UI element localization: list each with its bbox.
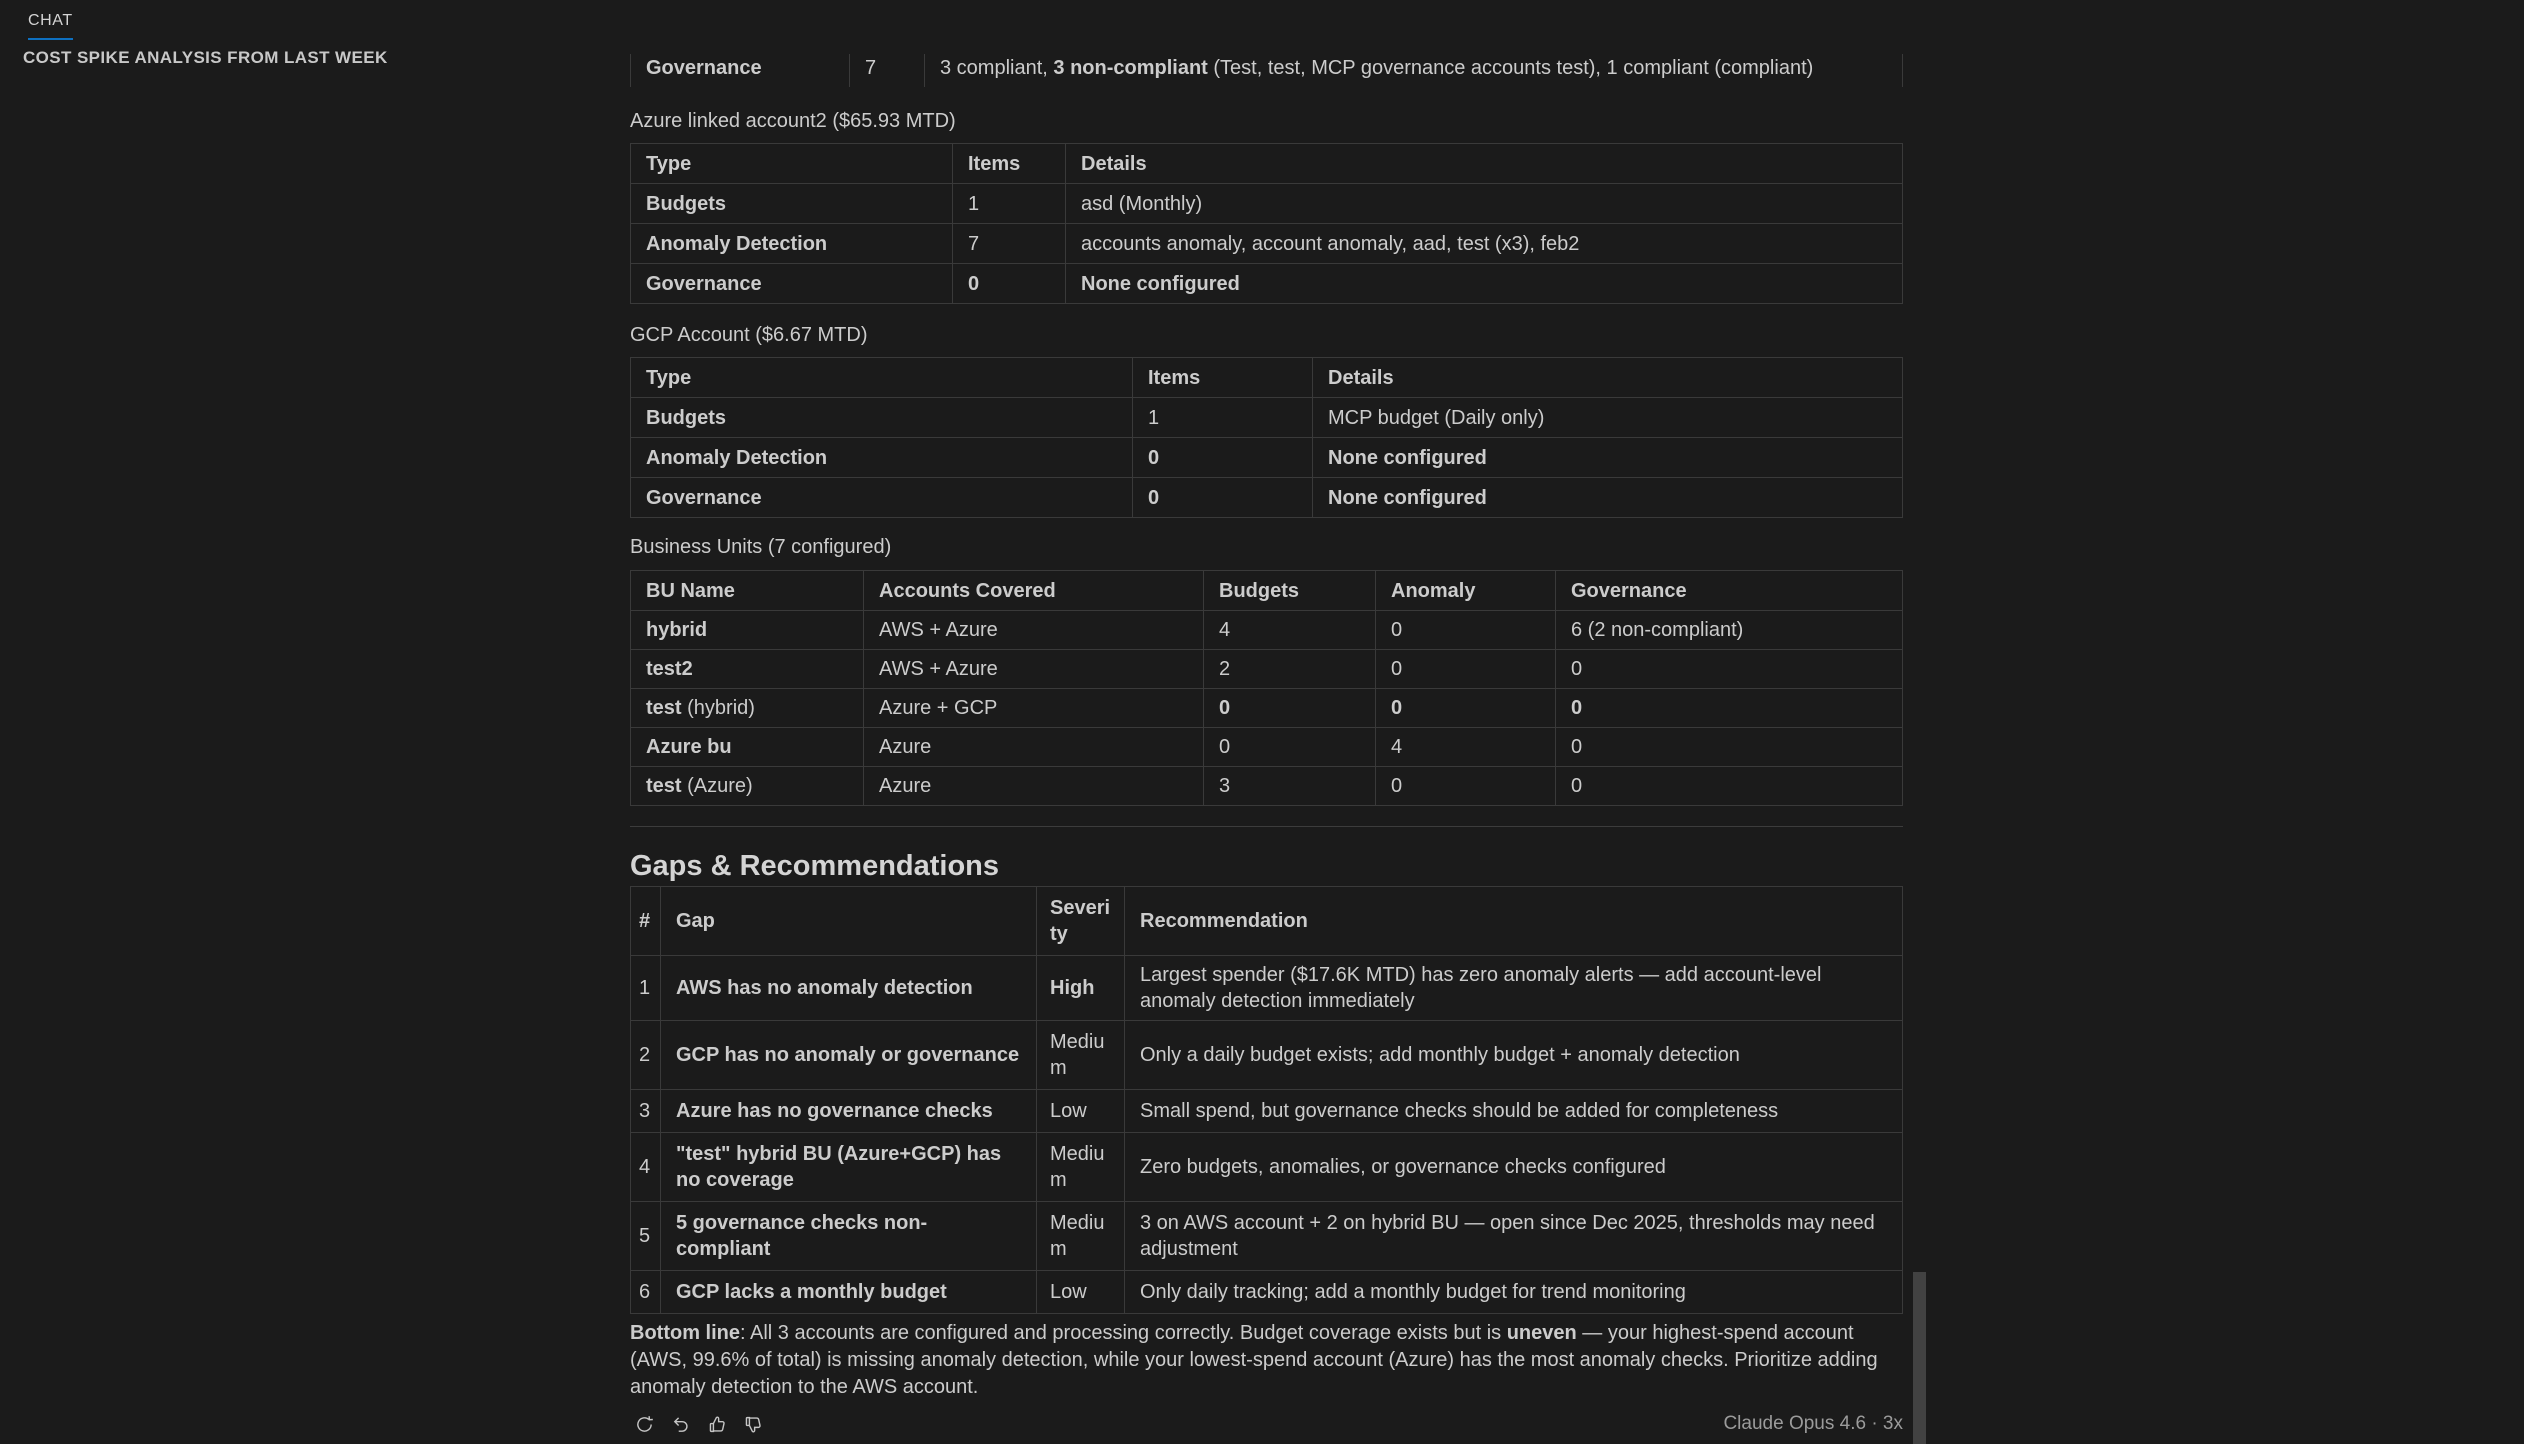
cell-budgets: 0 <box>1204 728 1376 767</box>
cell-details: None configured <box>1313 438 1903 478</box>
cell-type: Budgets <box>631 398 1133 438</box>
col-header: Recommendation <box>1125 887 1903 956</box>
cell-bu-name <box>631 689 864 728</box>
cell-recommendation: Small spend, but governance checks should be added for completeness <box>1125 1090 1903 1133</box>
cell-bu-name <box>631 767 864 806</box>
cell-recommendation: 3 on AWS account + 2 on hybrid BU — open since Dec 2025, thresholds may need adjustment <box>1125 1202 1903 1271</box>
cell-governance: 0 <box>1556 767 1903 806</box>
table-row <box>631 1021 1903 1090</box>
cell-recommendation: Only daily tracking; add a monthly budget for trend monitoring <box>1125 1271 1903 1314</box>
cell-items: 0 <box>1133 438 1313 478</box>
cell-severity: High <box>1037 956 1125 1021</box>
cell-gap: AWS has no anomaly detection <box>661 956 1037 1021</box>
bu-name: hybrid <box>646 619 708 641</box>
business-units-heading: Business Units (7 configured) <box>630 536 892 558</box>
cell-type: Anomaly Detection <box>631 438 1133 478</box>
chat-session-title: COST SPIKE ANALYSIS FROM LAST WEEK <box>23 48 388 67</box>
cell-num: 6 <box>631 1271 661 1314</box>
cell-type: Budgets <box>631 184 953 224</box>
cell-accounts: AWS + Azure <box>864 611 1204 650</box>
col-header: Type <box>631 358 1133 398</box>
cell-bu-name <box>631 728 864 767</box>
cell-anomaly: 0 <box>1376 650 1556 689</box>
col-header: Governance <box>1556 571 1903 611</box>
bu-suffix: (hybrid) <box>681 697 755 719</box>
cell-budgets: 3 <box>1204 767 1376 806</box>
tab-chat[interactable]: CHAT <box>28 12 73 40</box>
cell-severity: Medium <box>1037 1021 1125 1090</box>
azure-account-table <box>630 143 1903 304</box>
thumbs-up-icon <box>707 1415 726 1434</box>
col-header: Severity <box>1037 887 1125 956</box>
cell-bu-name <box>631 611 864 650</box>
table-row <box>631 728 1903 767</box>
cell-gap: GCP has no anomaly or governance <box>661 1021 1037 1090</box>
table-row <box>631 1202 1903 1271</box>
table-row <box>631 650 1903 689</box>
bu-suffix: (Azure) <box>681 775 753 797</box>
gaps-table <box>630 886 1903 1314</box>
bottom-line-paragraph <box>630 1320 1903 1401</box>
text-segment: 3 compliant, <box>940 56 1054 79</box>
bu-name: test <box>646 775 682 797</box>
cell-num: 4 <box>631 1133 661 1202</box>
table-header-row <box>631 887 1903 956</box>
cell-gap: "test" hybrid BU (Azure+GCP) has no coverage <box>661 1133 1037 1202</box>
table-row <box>631 438 1903 478</box>
col-header: Anomaly <box>1376 571 1556 611</box>
model-label[interactable]: Claude Opus 4.6 · 3x <box>1723 1413 1903 1434</box>
gcp-account-table <box>630 357 1903 518</box>
cell-details: MCP budget (Daily only) <box>1313 398 1903 438</box>
cell-details: None configured <box>1066 264 1903 304</box>
cell-accounts: Azure <box>864 728 1204 767</box>
cell-budgets: 4 <box>1204 611 1376 650</box>
cell-anomaly: 0 <box>1376 611 1556 650</box>
cell-details: accounts anomaly, account anomaly, aad, test (x3), feb2 <box>1066 224 1903 264</box>
table-row <box>631 689 1903 728</box>
table-row <box>631 956 1903 1021</box>
table-header-row <box>631 358 1903 398</box>
table-header-row <box>631 144 1903 184</box>
cell-severity: Low <box>1037 1090 1125 1133</box>
undo-icon <box>671 1415 690 1434</box>
cell-anomaly: 4 <box>1376 728 1556 767</box>
table-row <box>631 184 1903 224</box>
cell-gap: Azure has no governance checks <box>661 1090 1037 1133</box>
cell-details: None configured <box>1313 478 1903 518</box>
table-row <box>631 1090 1903 1133</box>
cell-recommendation: Zero budgets, anomalies, or governance checks configured <box>1125 1133 1903 1202</box>
bu-name: Azure bu <box>646 736 732 758</box>
cell-governance: 0 <box>1556 689 1903 728</box>
table-row <box>631 264 1903 304</box>
message-toolbar <box>630 1408 1903 1440</box>
col-header: Details <box>1313 358 1903 398</box>
cell-anomaly: 0 <box>1376 689 1556 728</box>
cell-items: 7 <box>953 224 1066 264</box>
cell-bu-name <box>631 650 864 689</box>
panel-tab-bar <box>28 8 73 40</box>
col-header: # <box>631 887 661 956</box>
cell-items: 7 <box>850 54 925 87</box>
cell-accounts: Azure <box>864 767 1204 806</box>
table-row <box>631 478 1903 518</box>
col-header: Items <box>953 144 1066 184</box>
cell-budgets: 0 <box>1204 689 1376 728</box>
table-row <box>631 1271 1903 1314</box>
table-row <box>631 54 1903 87</box>
text-segment: : All 3 accounts are configured and processing correctly. Budget coverage exists but is <box>740 1322 1507 1344</box>
col-header: BU Name <box>631 571 864 611</box>
cell-severity: Low <box>1037 1271 1125 1314</box>
business-units-table <box>630 570 1903 806</box>
cell-items: 1 <box>1133 398 1313 438</box>
cell-num: 5 <box>631 1202 661 1271</box>
cell-gap: GCP lacks a monthly budget <box>661 1271 1037 1314</box>
col-header: Details <box>1066 144 1903 184</box>
cell-governance: 0 <box>1556 728 1903 767</box>
table-row <box>631 767 1903 806</box>
cell-type: Anomaly Detection <box>631 224 953 264</box>
cell-governance: 6 (2 non-compliant) <box>1556 611 1903 650</box>
cell-accounts: Azure + GCP <box>864 689 1204 728</box>
thumbs-up-button[interactable] <box>704 1412 728 1436</box>
section-divider <box>630 826 1903 827</box>
table-row <box>631 224 1903 264</box>
cell-accounts: AWS + Azure <box>864 650 1204 689</box>
cell-type: Governance <box>631 54 850 87</box>
text-segment-bold: 3 non-compliant <box>1053 56 1208 79</box>
col-header: Type <box>631 144 953 184</box>
cell-items: 0 <box>953 264 1066 304</box>
table-row <box>631 1133 1903 1202</box>
refresh-button[interactable] <box>632 1412 656 1436</box>
bu-name: test2 <box>646 658 693 680</box>
cell-recommendation: Only a daily budget exists; add monthly budget + anomaly detection <box>1125 1021 1903 1090</box>
cell-num: 1 <box>631 956 661 1021</box>
text-segment: — your highest-spend account (AWS, 99.6% of total) is missing anomaly detection, while your lowest-spend account (Azure) has the most anomaly checks. Prioritize adding anomaly detection to the AWS account. <box>630 1322 1878 1398</box>
col-header: Accounts Covered <box>864 571 1204 611</box>
cell-num: 3 <box>631 1090 661 1133</box>
refresh-icon <box>635 1415 654 1434</box>
cell-budgets: 2 <box>1204 650 1376 689</box>
cell-governance: 0 <box>1556 650 1903 689</box>
clipped-table <box>630 54 1903 87</box>
azure-account-heading: Azure linked account2 ($65.93 MTD) <box>630 110 956 132</box>
text-segment-bold: uneven <box>1506 1322 1577 1344</box>
table-header-row <box>631 571 1903 611</box>
vertical-scrollbar-thumb[interactable] <box>1913 1272 1926 1444</box>
thumbs-down-button[interactable] <box>740 1412 764 1436</box>
cell-items: 1 <box>953 184 1066 224</box>
gaps-heading: Gaps & Recommendations <box>630 850 1000 882</box>
cell-recommendation: Largest spender ($17.6K MTD) has zero anomaly alerts — add account-level anomaly detection immediately <box>1125 956 1903 1021</box>
col-header: Budgets <box>1204 571 1376 611</box>
bu-name: test <box>646 697 682 719</box>
cell-anomaly: 0 <box>1376 767 1556 806</box>
cell-type: Governance <box>631 478 1133 518</box>
col-header: Gap <box>661 887 1037 956</box>
cell-severity: Medium <box>1037 1133 1125 1202</box>
cell-severity: Medium <box>1037 1202 1125 1271</box>
cell-details: asd (Monthly) <box>1066 184 1903 224</box>
cell-gap: 5 governance checks non-compliant <box>661 1202 1037 1271</box>
table-row <box>631 611 1903 650</box>
bottom-line-label: Bottom line <box>630 1322 740 1344</box>
cell-type: Governance <box>631 264 953 304</box>
cell-details <box>925 54 1903 87</box>
cell-items: 0 <box>1133 478 1313 518</box>
undo-button[interactable] <box>668 1412 692 1436</box>
table-row <box>631 398 1903 438</box>
gcp-account-heading: GCP Account ($6.67 MTD) <box>630 324 868 346</box>
thumbs-down-icon <box>743 1415 762 1434</box>
text-segment: (Test, test, MCP governance accounts test), 1 compliant (compliant) <box>1207 56 1814 79</box>
col-header: Items <box>1133 358 1313 398</box>
cell-num: 2 <box>631 1021 661 1090</box>
